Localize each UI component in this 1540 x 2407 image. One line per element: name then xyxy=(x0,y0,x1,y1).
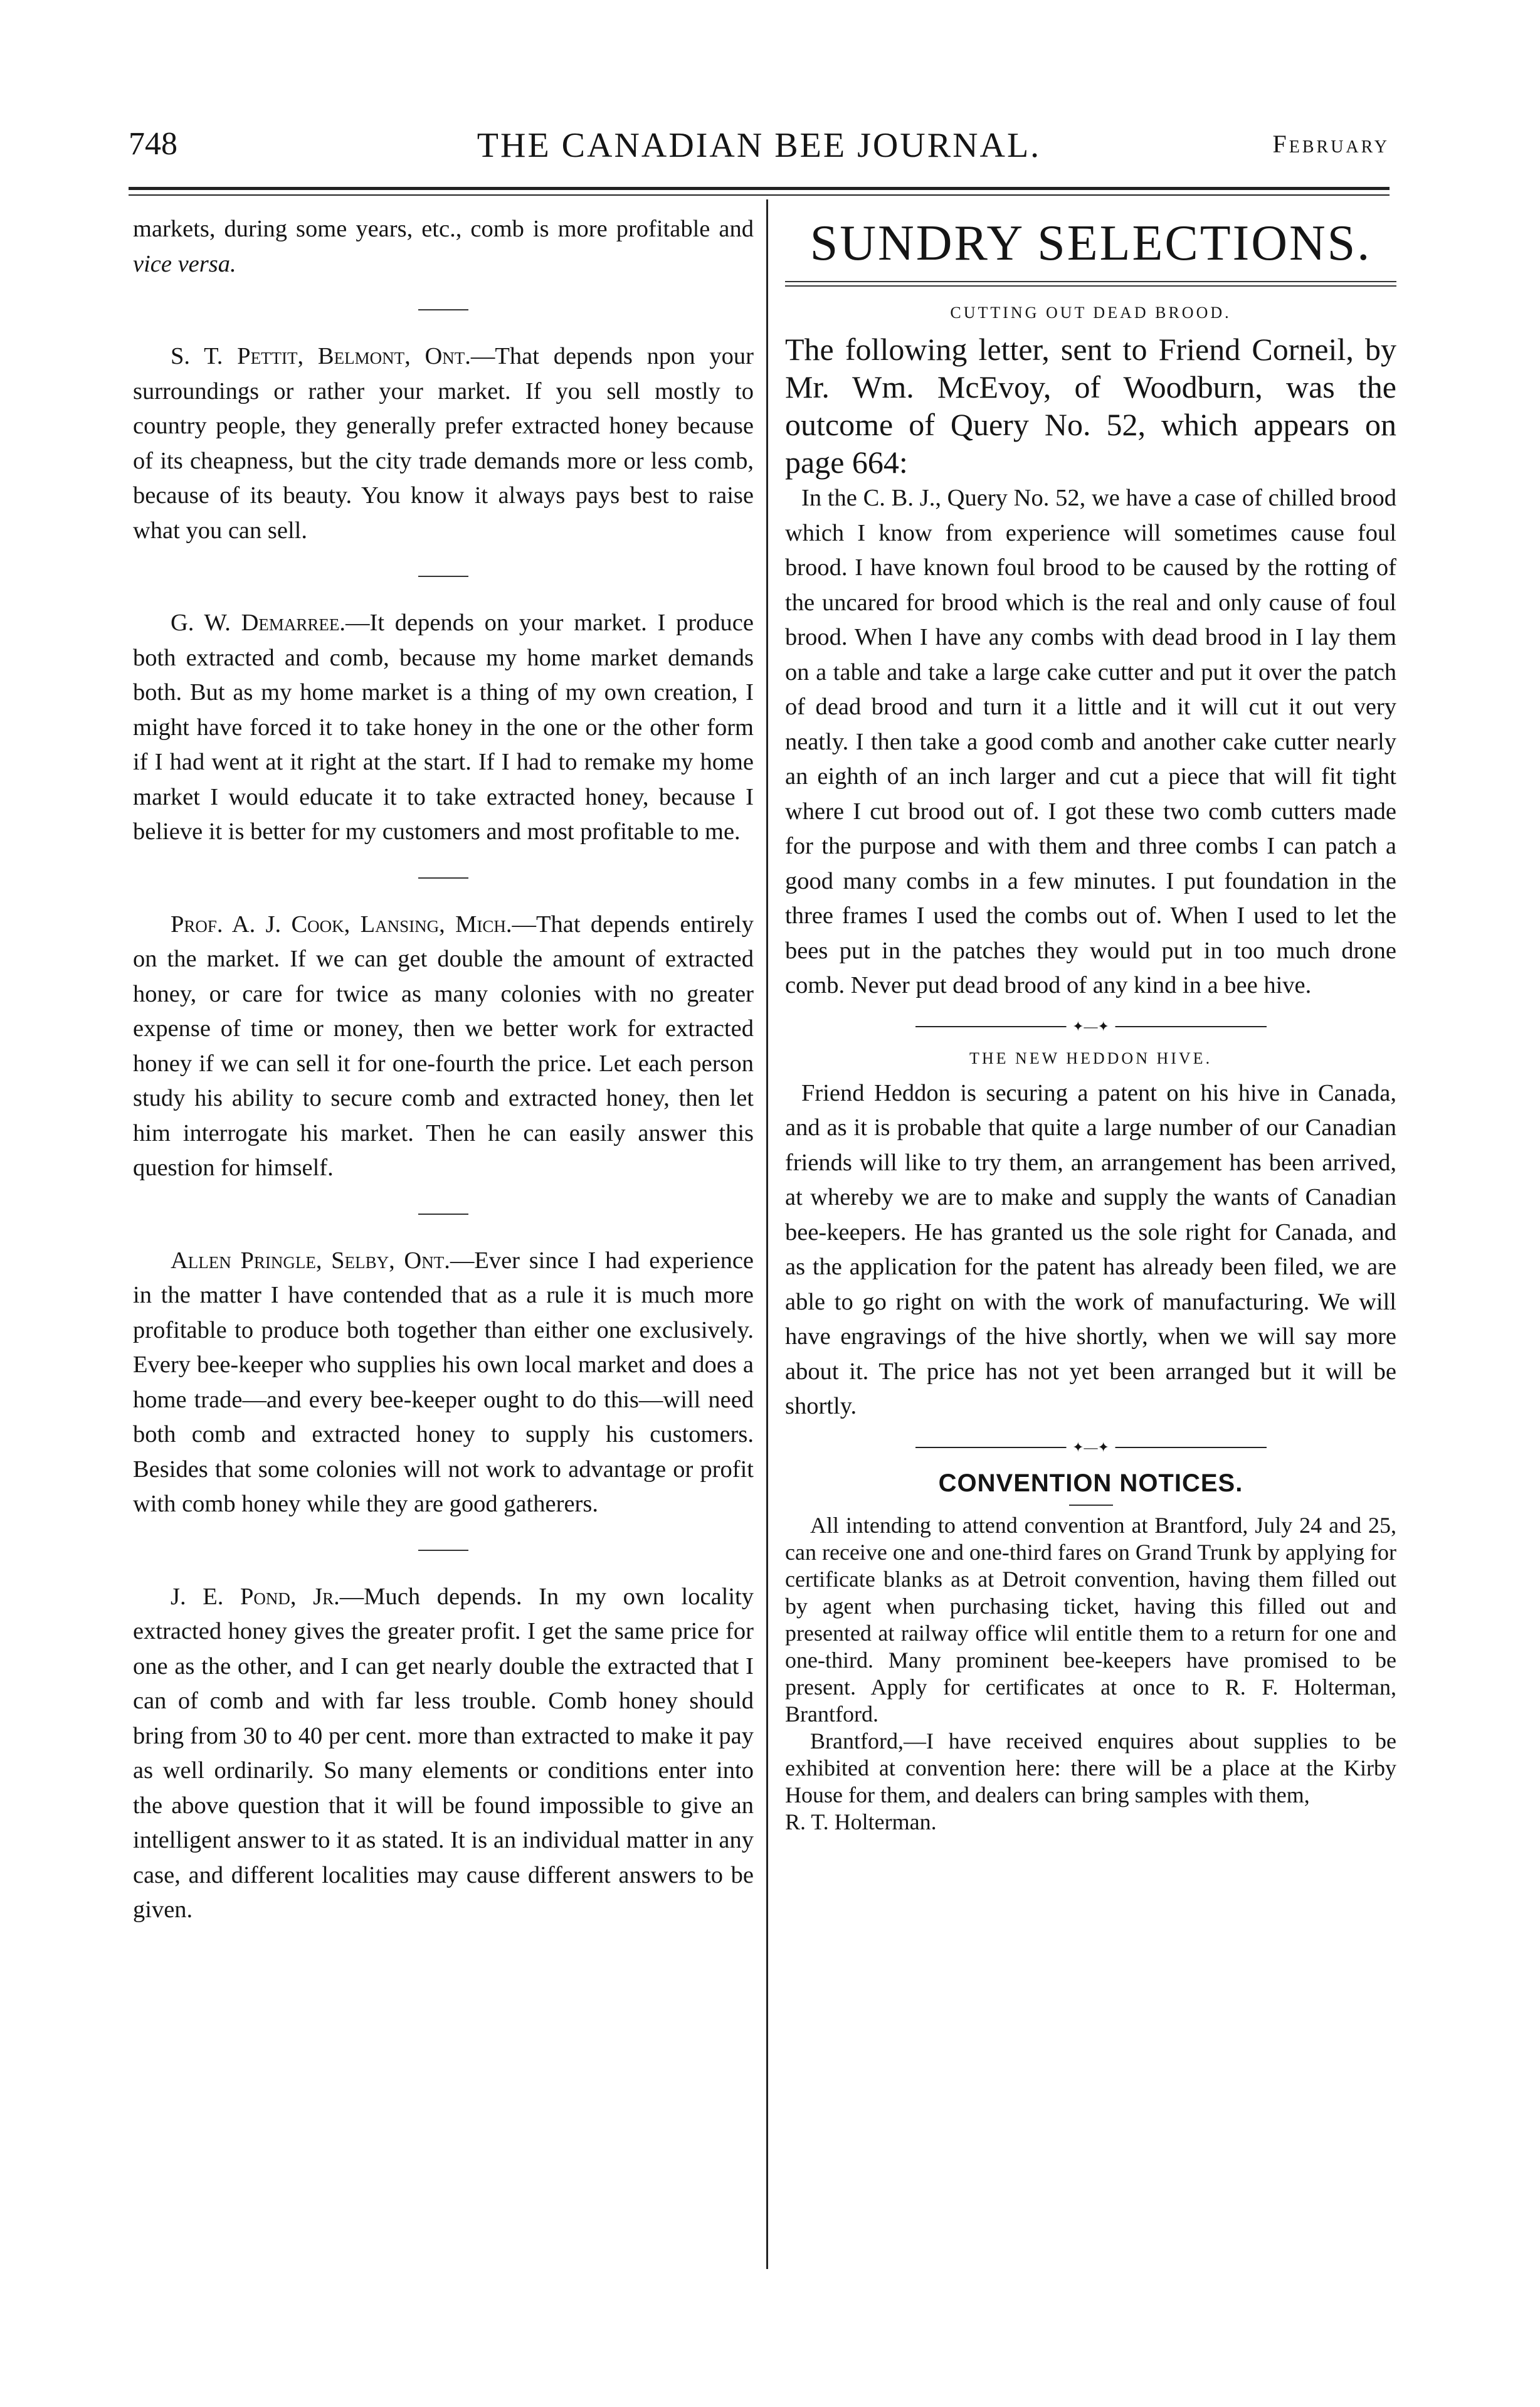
journal-title: THE CANADIAN BEE JOURNAL. xyxy=(477,126,1042,165)
heading-rule xyxy=(1069,1505,1113,1506)
response-text: —That depends entirely on the market. If we can get double the amount of extracted honey, or care for twice as many colonies with no greater expense of time or money, then we better work for extracted honey if we can sell it for one-fourth the price. Let each person study his ability to secure comb and extracted honey, then let him interrogate his market. Then he can easily answer this question for himself. xyxy=(133,911,754,1181)
article-heading: CONVENTION NOTICES. xyxy=(938,1469,1243,1497)
notice-paragraph: All intending to attend convention at Brantford, July 24 and 25, can receive one and one-third fares on Grand Trunk by applying for certificate blanks as at Detroit convention, having them filled out by agent when purchasing ticket, having this filled out and presented at railway office wlil entitle them to a return for one and one-third. Many prominent bee-keepers have promised to be present. Apply for certificates at once to R. F. Holterman, Brantford. xyxy=(785,1512,1396,1727)
response-text: —Ever since I had experience in the matter I have contended that as a rule it is much more profitable to produce both together than either one exclusively. Every bee-keeper who supplies his own local market and does a home trade—and every bee-keeper ought to do this—will need both comb and extracted honey to supply his customers. Besides that some colonies will not work to advantage or profit with comb honey while they are good gatherers. xyxy=(133,1247,754,1517)
header-rule-thin xyxy=(129,194,1390,196)
query-response xyxy=(133,606,754,850)
article-heading: CUTTING OUT DEAD BROOD. xyxy=(950,304,1231,322)
letter-text: In the C. B. J., Query No. 52, we have a case of chilled brood which I know from experience will sometimes cause foul brood. I have known foul brood to be caused by the rotting of the uncared for brood which is the real and only cause of foul brood. When I have any combs with dead brood in I lay them on a table and take a large cake cutter and put it over the patch of dead brood and turn it a little and it will cut it out very neatly. I then take a good comb and another cake cutter nearly an eighth of an inch larger and cut a piece that will fit tight where I cut brood out of. I got these two comb cutters made for the purpose and with them and three combs I can patch a good many combs in a few minutes. I put foundation in the three frames I used the combs out of. When I used to let the bees put in the patches they would put in too much drone comb. Never put dead brood of any kind in a bee hive. xyxy=(785,485,1396,998)
column-divider xyxy=(766,199,768,2269)
respondent-name: Allen Pringle, Selby, Ont. xyxy=(171,1247,450,1274)
article-text: Friend Heddon is securing a patent on his hive in Canada, and as it is probable that quite a large number of our Canadian friends will like to try them, an arrangement has been arrived, at whereby we are to make and supply the wants of Canadian bee-keepers. He has granted us the sole right for Canada, and as the application for the patent has already been filed, we are able to go right on with the work of manufacturing. We will have engravings of the hive shortly, when we will say more about it. The price has not yet been arranged but it will be shortly. xyxy=(785,1079,1396,1419)
ornamental-rule xyxy=(915,1439,1267,1455)
response-text: —It depends on your market. I produce both extracted and comb, because my home market demands both. But as my home market is a thing of my own creation, I might have forced it to take honey in the one or the other form if I had went at it right at the start. If I had to remake my home market I would educate it to take extracted honey, because I believe it is better for my customers and most profitable to me. xyxy=(133,610,754,845)
left-column xyxy=(133,212,754,1928)
query-response xyxy=(133,1244,754,1522)
issue-month: February xyxy=(1272,130,1390,158)
query-response xyxy=(133,907,754,1186)
ornamental-rule xyxy=(915,1018,1267,1034)
separator-dash xyxy=(418,1550,468,1551)
separator-dash xyxy=(418,1214,468,1215)
ornament-icon: ✦—✦ xyxy=(1066,1441,1115,1454)
ornament-icon: ✦—✦ xyxy=(1066,1020,1115,1034)
right-column xyxy=(785,212,1396,1836)
article-heading: THE NEW HEDDON HIVE. xyxy=(969,1049,1213,1067)
header-rule xyxy=(129,187,1390,190)
query-response xyxy=(133,1580,754,1928)
respondent-name: Prof. A. J. Cook, Lansing, Mich. xyxy=(171,911,512,938)
separator-dash xyxy=(418,309,468,310)
response-text: —That depends npon your surroundings or rather your market. If you sell mostly to country people, they generally prefer extracted honey because of its cheapness, but the city trade demands more or less comb, because of its beauty. You know it always pays best to raise what you can sell. xyxy=(133,343,754,544)
notice-paragraph: Brantford,—I have received enquires about supplies to be exhibited at convention here: there will be a place at the Kirby House for them, and dealers can bring samples with them, xyxy=(785,1728,1396,1807)
section-title-rule xyxy=(785,281,1396,287)
respondent-name: G. W. Demarree. xyxy=(171,610,346,636)
separator-dash xyxy=(418,576,468,577)
response-text: —Much depends. In my own locality extracted honey gives the greater profit. I get the same price for one as the other, and I can get nearly double the extracted that I can of comb and with far less trouble. Comb honey should bring from 30 to 40 per cent. more than extracted to make it pay as well ordinarily. So many elements or conditions enter into the above question that it will be found impossible to give an intelligent answer to it as stated. It is an individual matter in any case, and different localities may cause different answers to be given. xyxy=(133,1583,754,1923)
page-number: 748 xyxy=(129,126,177,162)
letter-body xyxy=(785,481,1396,1003)
query-response xyxy=(133,339,754,548)
article-body xyxy=(785,1076,1396,1424)
page-header xyxy=(129,125,1390,182)
respondent-name: J. E. Pond, Jr. xyxy=(171,1583,340,1610)
convention-notices xyxy=(785,1512,1396,1836)
opening-paragraph: markets, during some years, etc., comb is more profitable and vice versa. xyxy=(133,216,754,277)
notice-signature: R. T. Holterman. xyxy=(785,1809,937,1834)
article-lead: The following letter, sent to Friend Corneil, by Mr. Wm. McEvoy, of Woodburn, was the outcome of Query No. 52, which appears on page 664: xyxy=(785,332,1396,480)
separator-dash xyxy=(418,877,468,879)
respondent-name: S. T. Pettit, Belmont, Ont. xyxy=(171,343,471,369)
section-title: SUNDRY SELECTIONS. xyxy=(810,216,1372,271)
